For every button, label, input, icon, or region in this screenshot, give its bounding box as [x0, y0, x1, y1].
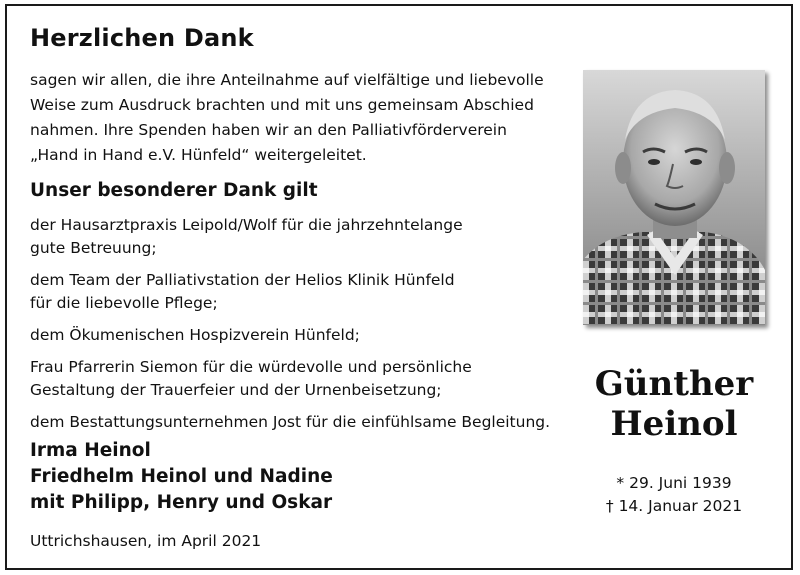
signer-line: Irma Heinol: [30, 440, 151, 461]
thanks-line: dem Team der Palliativstation der Helios Klinik Hünfeld: [30, 271, 455, 289]
signers-block: [30, 438, 333, 516]
thanks-item: [30, 324, 570, 347]
portrait-photo: [583, 70, 765, 325]
life-dates: [583, 472, 765, 518]
intro-line: Weise zum Ausdruck brachten und mit uns gemeinsam Abschied: [30, 96, 534, 114]
death-date: † 14. Januar 2021: [605, 497, 743, 515]
thanks-item: [30, 411, 570, 434]
signer-line: mit Philipp, Henry und Oskar: [30, 492, 333, 513]
deceased-name: [583, 364, 765, 444]
intro-paragraph: [30, 68, 570, 168]
birth-date: * 29. Juni 1939: [616, 474, 732, 492]
special-thanks-heading: Unser besonderer Dank gilt: [30, 180, 318, 201]
intro-line: „Hand in Hand e.V. Hünfeld“ weitergeleitet.: [30, 146, 367, 164]
thanks-line: Gestaltung der Trauerfeier und der Urnenbeisetzung;: [30, 381, 442, 399]
thanks-line: Frau Pfarrerin Siemon für die würdevolle und persönliche: [30, 358, 472, 376]
last-name: Heinol: [610, 404, 738, 444]
first-name: Günther: [594, 364, 754, 404]
thanks-list: [30, 214, 570, 443]
thanks-item: [30, 356, 570, 402]
place-date: Uttrichshausen, im April 2021: [30, 532, 262, 550]
notice-title: Herzlichen Dank: [30, 24, 254, 52]
intro-line: nahmen. Ihre Spenden haben wir an den Palliativförderverein: [30, 121, 507, 139]
thanks-line: dem Bestattungsunternehmen Jost für die einfühlsame Begleitung.: [30, 413, 551, 431]
intro-line: sagen wir allen, die ihre Anteilnahme auf vielfältige und liebevolle: [30, 71, 544, 89]
thanks-item: [30, 214, 570, 260]
thanks-line: dem Ökumenischen Hospizverein Hünfeld;: [30, 326, 360, 344]
thanks-item: [30, 269, 570, 315]
thanks-line: gute Betreuung;: [30, 239, 157, 257]
thanks-line: der Hausarztpraxis Leipold/Wolf für die jahrzehntelange: [30, 216, 463, 234]
signer-line: Friedhelm Heinol und Nadine: [30, 466, 333, 487]
thanks-line: für die liebevolle Pflege;: [30, 294, 218, 312]
